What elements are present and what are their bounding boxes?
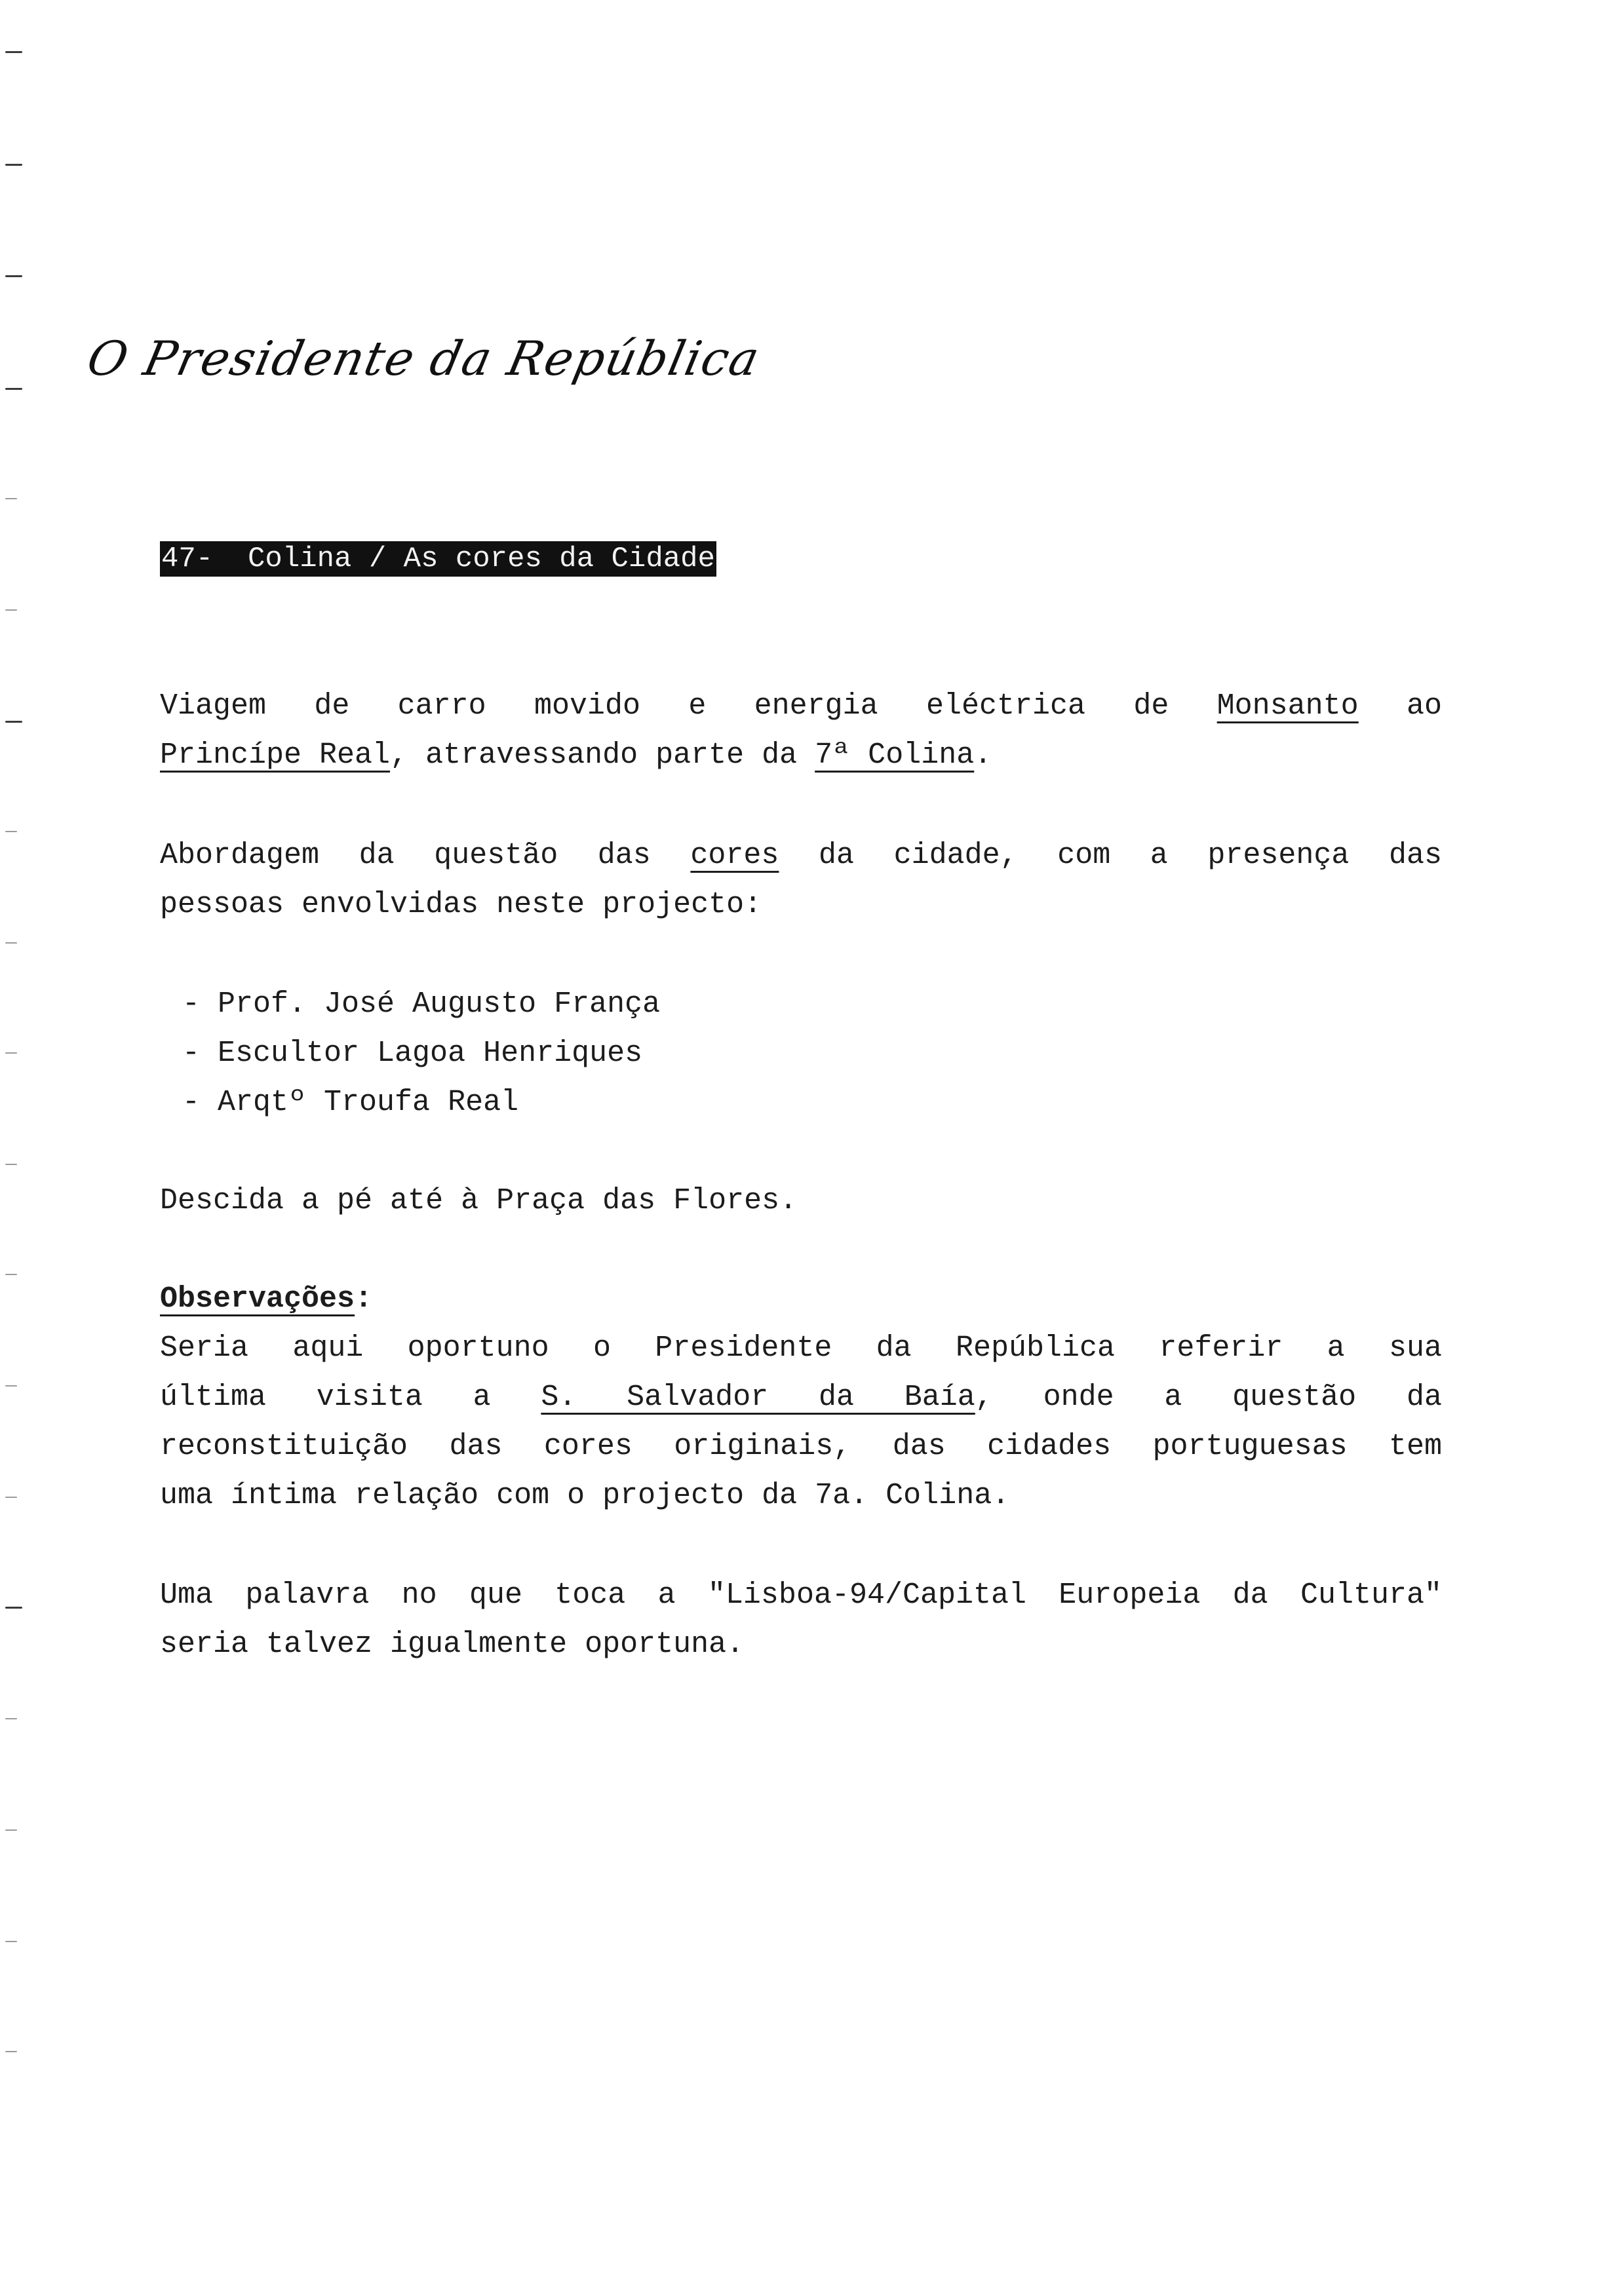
margin-tick <box>5 1274 17 1275</box>
trip-line-2: Princípe Real, atravessando parte da 7ª Colina. <box>160 738 992 772</box>
margin-tick <box>5 1941 17 1942</box>
observations-section <box>160 1274 1442 1520</box>
letterhead-text: O Presidente da República <box>83 331 766 386</box>
observations-line-3: reconstituição das cores originais, das cidades portuguesas tem <box>160 1430 1442 1463</box>
colina-link: 7ª Colina <box>815 738 975 772</box>
closing-line-2: seria talvez igualmente oportuna. <box>160 1628 745 1661</box>
monsanto-link: Monsanto <box>1216 689 1359 723</box>
list-item: - Escultor Lagoa Henriques <box>182 1037 643 1070</box>
approach-line-1: Abordagem da questão das cores da cidade, com a presença das <box>160 839 1442 872</box>
margin-tick <box>5 2051 17 2052</box>
letterhead <box>83 331 766 410</box>
margin-tick <box>5 498 17 499</box>
margin-tick <box>5 1164 17 1165</box>
margin-tick <box>5 51 22 53</box>
margin-tick <box>5 1497 17 1498</box>
margin-tick <box>5 275 22 277</box>
margin-tick <box>5 1385 17 1387</box>
margin-tick <box>5 1607 22 1609</box>
margin-tick <box>5 388 22 390</box>
observations-line-2: última visita a S. Salvador da Baía, onde a questão da <box>160 1381 1442 1414</box>
cores-word: cores <box>690 839 779 872</box>
salvador-link: S. Salvador da Baía <box>541 1381 975 1414</box>
margin-tick <box>5 721 22 723</box>
margin-tick <box>5 942 17 944</box>
descent-line: Descida a pé até à Praça das Flores. <box>160 1184 798 1217</box>
list-item: - Arqtº Troufa Real <box>182 1086 519 1119</box>
observations-label: Observações: <box>160 1282 373 1316</box>
margin-tick <box>5 831 17 832</box>
margin-tick <box>5 1829 17 1831</box>
approach-paragraph <box>160 831 1442 929</box>
margin-tick <box>5 164 22 166</box>
list-item: - Prof. José Augusto França <box>182 987 661 1021</box>
approach-line-2: pessoas envolvidas neste projecto: <box>160 888 762 921</box>
descent-paragraph <box>160 1176 1442 1225</box>
trip-paragraph <box>160 681 1442 780</box>
trip-line-1: Viagem de carro movido e energia eléctrica de Monsanto ao <box>160 689 1443 723</box>
margin-tick <box>5 1052 17 1054</box>
closing-line-1: Uma palavra no que toca a "Lisboa-94/Capital Europeia da Cultura" <box>160 1578 1442 1612</box>
principe-real-link: Princípe Real <box>160 738 391 772</box>
people-list <box>182 980 660 1127</box>
observations-title: Observações <box>160 1282 355 1316</box>
closing-paragraph <box>160 1571 1442 1669</box>
section-heading: 47- Colina / As cores da Cidade <box>161 543 715 575</box>
observations-line-4: uma íntima relação com o projecto da 7a. Colina. <box>160 1479 1010 1512</box>
margin-tick <box>5 609 17 611</box>
margin-tick <box>5 1718 17 1719</box>
observations-line-1: Seria aqui oportuno o Presidente da República referir a sua <box>160 1331 1442 1365</box>
